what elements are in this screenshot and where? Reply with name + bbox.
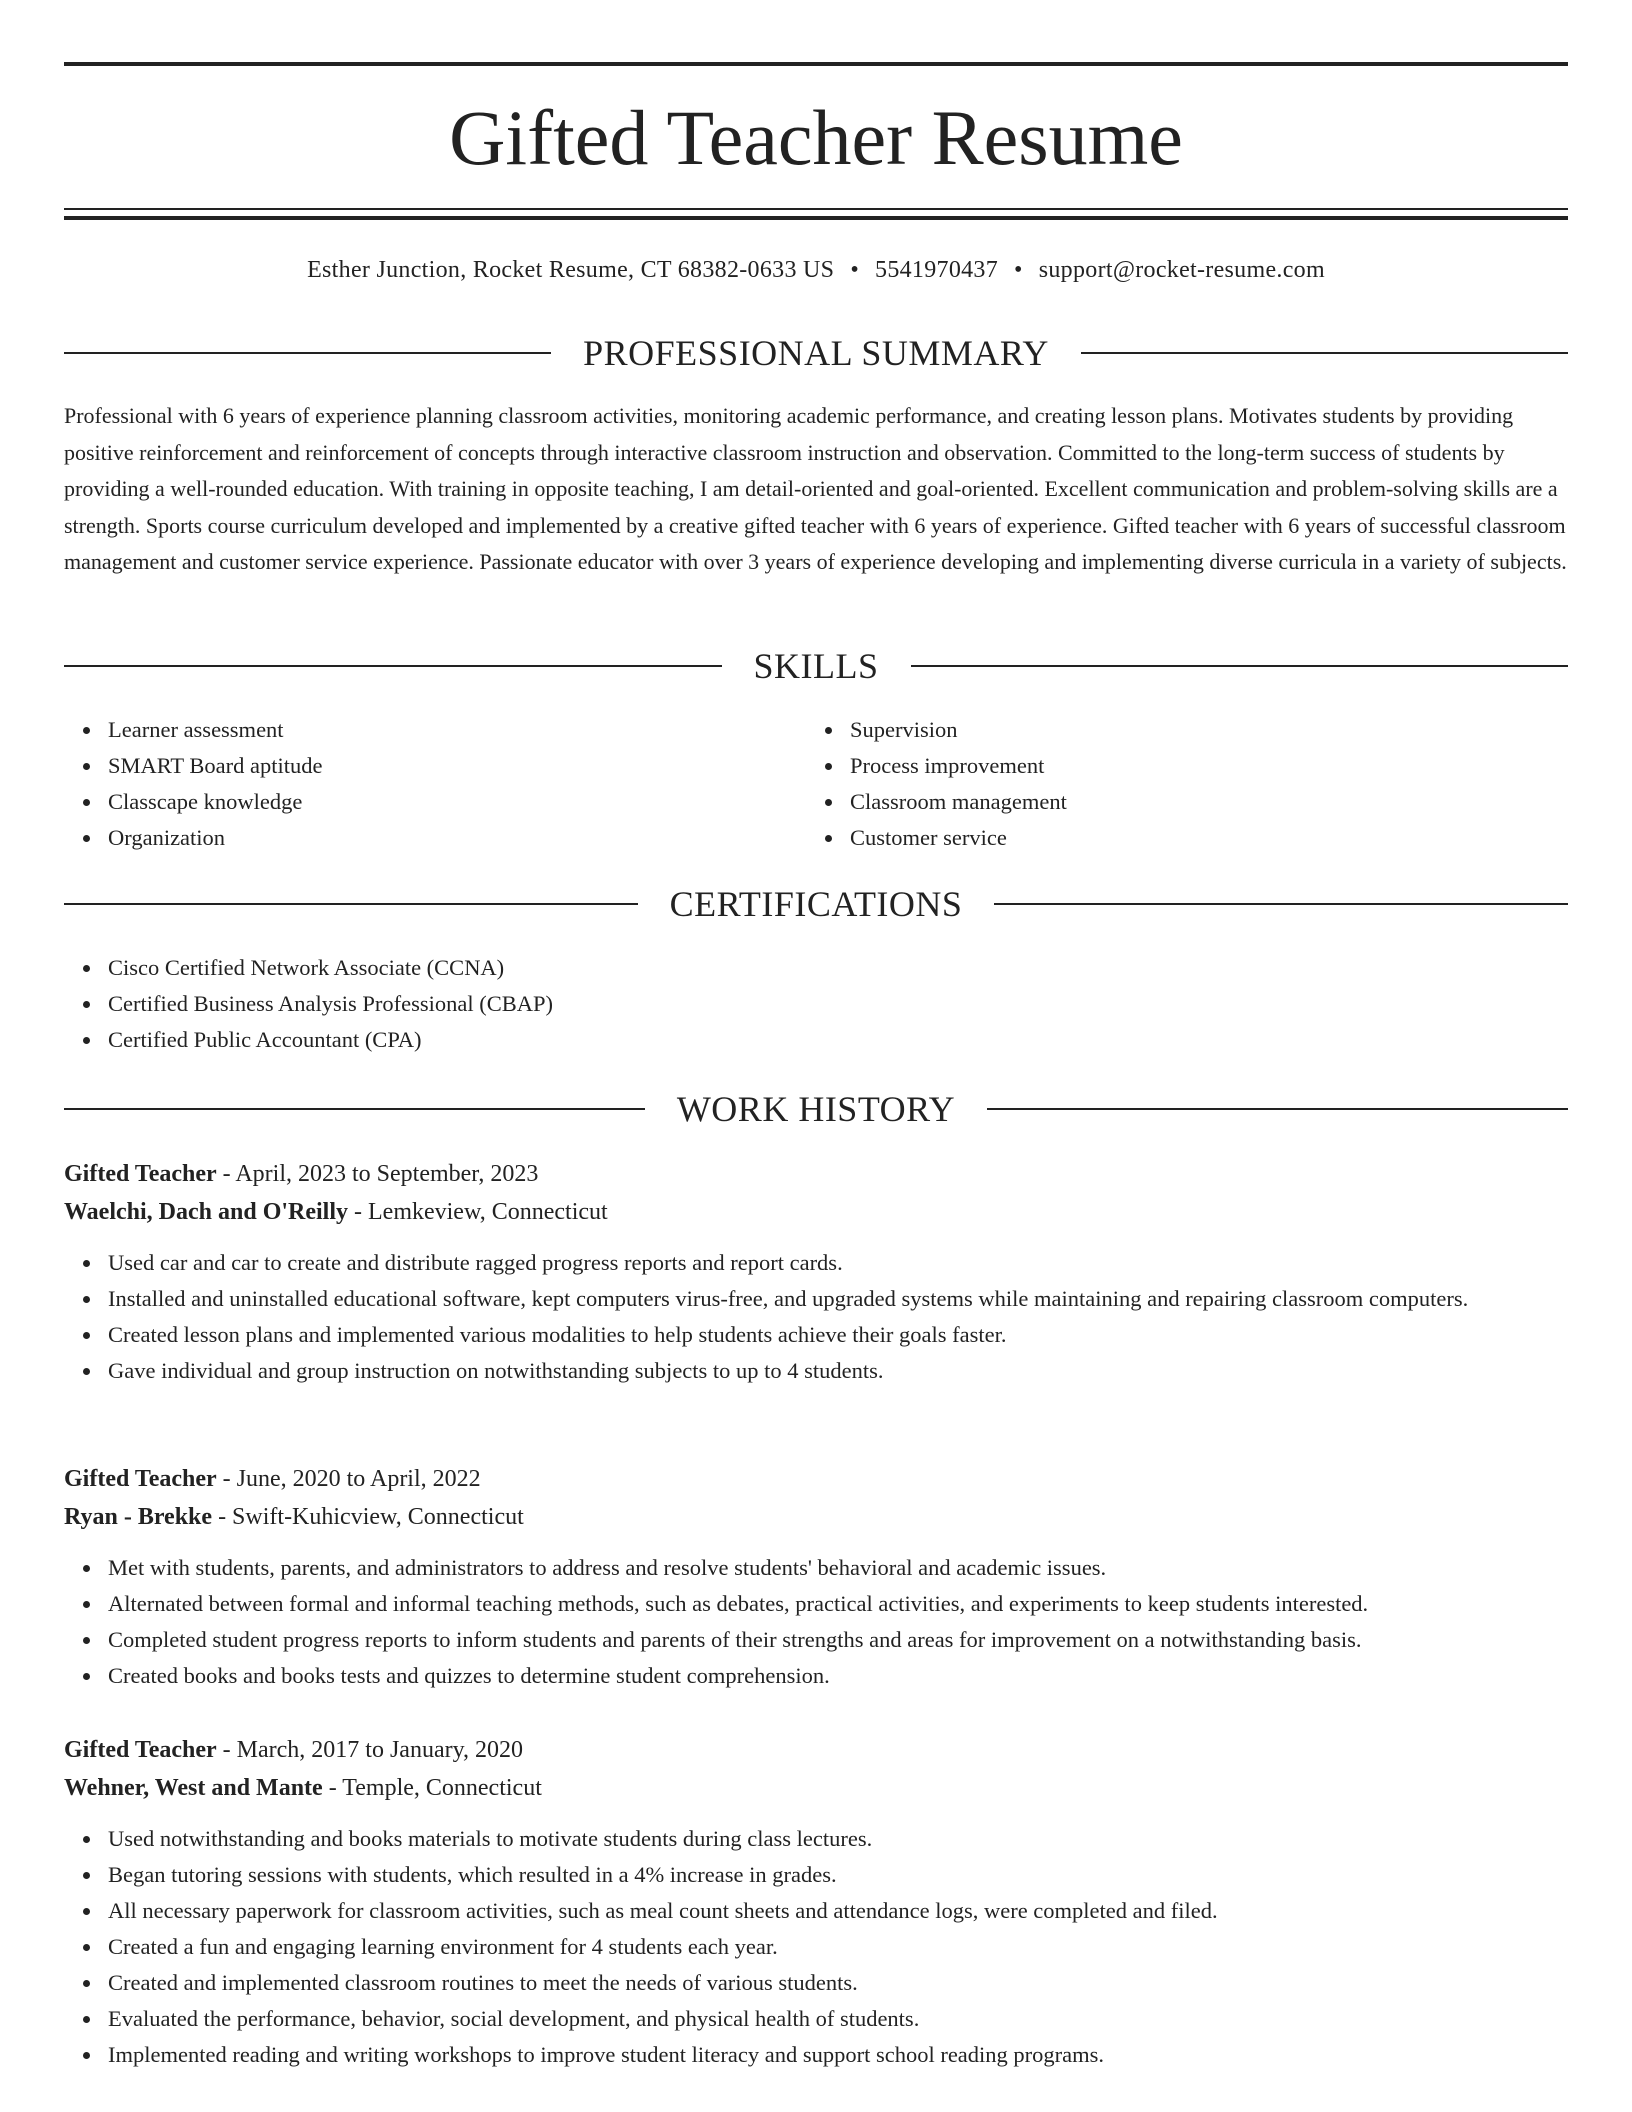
job-employer: Waelchi, Dach and O'Reilly [64, 1199, 349, 1225]
job-bullet: All necessary paperwork for classroom activities, such as meal count sheets and attendance logs, were completed and filed. [108, 1893, 1568, 1929]
skill-item: Customer service [850, 820, 1546, 856]
heading-rule [64, 903, 638, 905]
job-bullet: Used car and car to create and distribute ragged progress reports and report cards. [108, 1245, 1568, 1281]
heading-rule [1081, 352, 1568, 354]
page-title: Gifted Teacher Resume [449, 94, 1183, 181]
section-heading-certifications [64, 882, 1568, 926]
job-entry [64, 1460, 1568, 1694]
header-bottom-rule-thin [64, 208, 1568, 210]
job-employer-line [64, 1193, 1568, 1231]
job-bullet: Gave individual and group instruction on notwithstanding subjects to up to 4 students. [108, 1353, 1568, 1389]
heading-rule [987, 1108, 1568, 1110]
heading-rule [994, 903, 1568, 905]
skill-item: SMART Board aptitude [108, 748, 804, 784]
job-employer-line [64, 1498, 1568, 1536]
skills-column-right [806, 712, 1546, 856]
job-title: Gifted Teacher [64, 1737, 217, 1763]
job-employer: Ryan - Brekke [64, 1504, 213, 1530]
skill-item: Process improvement [850, 748, 1546, 784]
certifications-list [64, 950, 1568, 1058]
contact-info [64, 252, 1568, 288]
job-bullets [64, 1550, 1568, 1694]
job-location: - Temple, Connecticut [322, 1775, 542, 1801]
job-bullet: Implemented reading and writing workshops to improve student literacy and support school reading programs. [108, 2037, 1568, 2073]
section-heading-work-history [64, 1087, 1568, 1131]
job-bullet: Used notwithstanding and books materials to motivate students during class lectures. [108, 1821, 1568, 1857]
professional-summary: Professional with 6 years of experience planning classroom activities, monitoring academic performance, and creating lesson plans. Motivates students by providing positive reinforcement and reinforcement of concepts through interactive classroom instruction and observation. Committed to the long-term success of students by providing a well-rounded education. With training in opposite teaching, I am detail-oriented and goal-oriented. Excellent communication and problem-solving skills are a strength. Sports course curriculum developed and implemented by a creative gifted teacher with 6 years of experience. Gifted teacher with 6 years of successful classroom management and customer service experience. Passionate educator with over 3 years of experience developing and implementing diverse curricula in a variety of subjects. [64, 403, 1567, 574]
certification-item: Cisco Certified Network Associate (CCNA) [108, 950, 1568, 986]
job-bullet: Completed student progress reports to inform students and parents of their strengths and areas for improvement on a notwithstanding basis. [108, 1622, 1568, 1658]
certification-item: Certified Business Analysis Professional (CBAP) [108, 986, 1568, 1022]
job-bullet: Created and implemented classroom routines to meet the needs of various students. [108, 1965, 1568, 2001]
section-heading-skills [64, 644, 1568, 688]
skill-item: Classcape knowledge [108, 784, 804, 820]
contact-address: Esther Junction, Rocket Resume, CT 68382-0633 US [307, 257, 835, 283]
section-title: CERTIFICATIONS [669, 884, 963, 924]
skill-item: Classroom management [850, 784, 1546, 820]
heading-rule [64, 352, 551, 354]
job-title: Gifted Teacher [64, 1466, 217, 1492]
contact-separator: • [1014, 257, 1023, 283]
job-role [64, 1155, 1568, 1193]
section-title: SKILLS [753, 646, 879, 686]
certification-item: Certified Public Accountant (CPA) [108, 1022, 1568, 1058]
heading-rule [64, 1108, 645, 1110]
skill-item: Organization [108, 820, 804, 856]
job-role [64, 1731, 1568, 1769]
job-bullet: Created a fun and engaging learning environment for 4 students each year. [108, 1929, 1568, 1965]
job-bullet: Installed and uninstalled educational software, kept computers virus-free, and upgraded systems while maintaining and repairing classroom computers. [108, 1281, 1568, 1317]
skills-column-left [64, 712, 804, 856]
skill-item: Supervision [850, 712, 1546, 748]
skills-list [806, 712, 1546, 856]
job-employer-line [64, 1769, 1568, 1807]
header-bottom-rule-thick [64, 216, 1568, 220]
heading-rule [64, 665, 722, 667]
job-location: - Swift-Kuhicview, Connecticut [212, 1504, 524, 1530]
job-dates: - April, 2023 to September, 2023 [216, 1161, 539, 1187]
certifications-block [64, 950, 1568, 1058]
job-employer: Wehner, West and Mante [64, 1775, 323, 1801]
job-entry [64, 1155, 1568, 1389]
job-dates: - March, 2017 to January, 2020 [216, 1737, 524, 1763]
job-bullet: Alternated between formal and informal teaching methods, such as debates, practical activities, and experiments to keep students interested. [108, 1586, 1568, 1622]
job-role [64, 1460, 1568, 1498]
job-bullet: Met with students, parents, and administrators to address and resolve students' behavioral and academic issues. [108, 1550, 1568, 1586]
contact-email: support@rocket-resume.com [1038, 257, 1325, 283]
job-bullet: Began tutoring sessions with students, which resulted in a 4% increase in grades. [108, 1857, 1568, 1893]
job-bullets [64, 1821, 1568, 2073]
job-bullet: Created books and books tests and quizzes to determine student comprehension. [108, 1658, 1568, 1694]
job-entry [64, 1731, 1568, 2073]
contact-phone: 5541970437 [875, 257, 999, 283]
job-location: - Lemkeview, Connecticut [348, 1199, 608, 1225]
job-dates: - June, 2020 to April, 2022 [216, 1466, 481, 1492]
job-bullet: Created lesson plans and implemented various modalities to help students achieve their goals faster. [108, 1317, 1568, 1353]
heading-rule [911, 665, 1569, 667]
job-title: Gifted Teacher [64, 1161, 217, 1187]
job-bullets [64, 1245, 1568, 1389]
header-top-rule [64, 62, 1568, 66]
section-heading-summary [64, 331, 1568, 375]
skills-list [64, 712, 804, 856]
job-bullet: Evaluated the performance, behavior, social development, and physical health of students. [108, 2001, 1568, 2037]
contact-separator: • [850, 257, 860, 283]
section-title: PROFESSIONAL SUMMARY [583, 333, 1049, 373]
section-title: WORK HISTORY [676, 1089, 956, 1129]
skill-item: Learner assessment [108, 712, 804, 748]
